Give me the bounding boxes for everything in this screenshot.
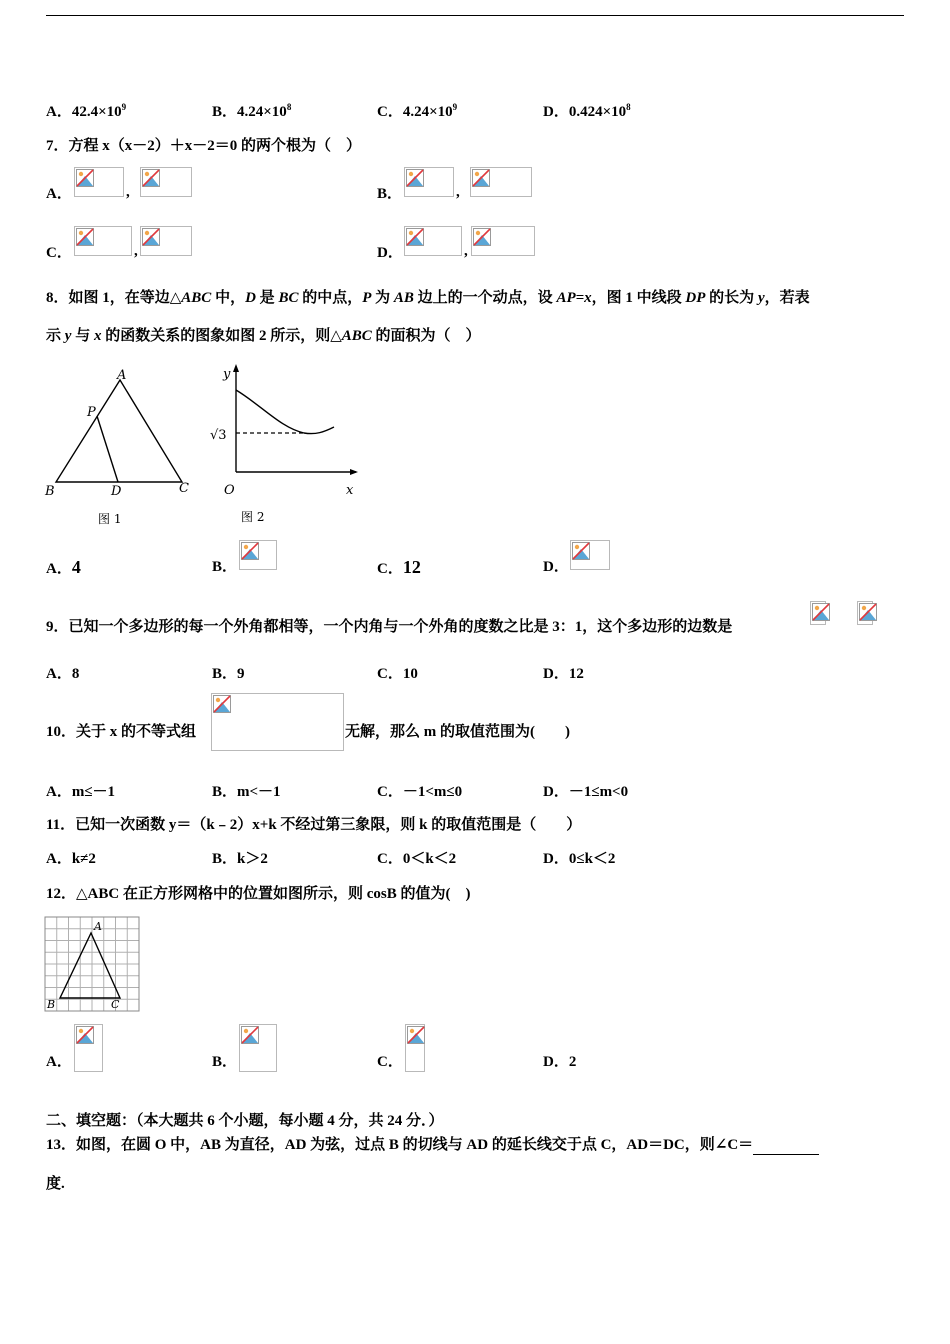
q7-option-d: D． (377, 245, 403, 261)
label-p: P (87, 405, 96, 420)
broken-image-icon (572, 542, 590, 560)
comma: , (126, 184, 130, 200)
q10-stem-pre: 10．关于 x 的不等式组 (46, 724, 197, 740)
origin-label: O (224, 483, 235, 498)
q6-option-d: D．$0.424\times 10^8$ (543, 102, 631, 120)
sqrt3-label: √3 (210, 428, 227, 443)
broken-image-icon (142, 169, 160, 187)
answer-blank (753, 1140, 819, 1155)
broken-image-icon (406, 228, 424, 246)
segment-dp (97, 416, 118, 482)
image-placeholder-icon (74, 226, 132, 256)
image-placeholder-icon (405, 1024, 425, 1072)
q9-option-b: B．9 (212, 666, 245, 682)
label-c: C (111, 998, 120, 1011)
q7-stem: 7．方程 x（x－2）＋x－2＝0 的两个根为（ ） (46, 138, 362, 154)
q13-stem-line1: 13．如图，在圆 O 中，AB 为直径，AD 为弦，过点 B 的切线与 AD 的延长线交于点 C，AD＝DC，则∠C＝ (46, 1135, 819, 1155)
section-heading: 二、填空题：（本大题共 6 个小题，每小题 4 分，共 24 分．） (46, 1113, 444, 1129)
q12-stem: 12．△ABC 在正方形网格中的位置如图所示，则 cosB 的值为( ) (46, 886, 471, 902)
y-arrow-icon (233, 364, 239, 372)
image-placeholder-icon (471, 226, 535, 256)
q12-option-d: D．2 (543, 1054, 577, 1070)
q8-option-d: D． (543, 559, 569, 575)
broken-image-icon (241, 1026, 259, 1044)
q9-option-d: D．12 (543, 666, 584, 682)
q7-option-b: B． (377, 186, 403, 202)
comma: , (464, 243, 468, 259)
image-placeholder-icon (211, 693, 344, 751)
q8-option-b: B． (212, 559, 238, 575)
q11-stem: 11．已知一次函数 y＝（k﹣2）x+k 不经过第三象限，则 k 的取值范围是（ ） (46, 817, 582, 833)
q10-option-b: B．m<－1 (212, 784, 281, 800)
q8-option-c: C．12 (377, 557, 421, 577)
broken-image-icon (76, 1026, 94, 1044)
broken-image-icon (76, 169, 94, 187)
q11-option-a: A．k≠2 (46, 851, 96, 867)
q10-option-c: C．－1<m≤0 (377, 784, 463, 800)
q10-stem-post: 无解，那么 m 的取值范围为( ) (345, 724, 570, 740)
x-arrow-icon (350, 469, 358, 475)
image-placeholder-icon (140, 226, 192, 256)
broken-image-icon (473, 228, 491, 246)
image-placeholder-icon (570, 540, 610, 570)
q12-option-b: B． (212, 1054, 238, 1070)
label-a: A (94, 920, 102, 933)
label-b: B (47, 998, 56, 1011)
q6-option-c: C．$4.24\times 10^9$ (377, 102, 458, 120)
label-d: D (111, 484, 122, 499)
q7-option-c: C． (46, 245, 72, 261)
q8-figure-2 (206, 360, 366, 530)
broken-image-icon (241, 542, 259, 560)
image-placeholder-icon (74, 1024, 103, 1072)
comma: , (134, 243, 138, 259)
image-placeholder-icon (239, 540, 277, 570)
image-placeholder-icon (239, 1024, 277, 1072)
broken-image-icon (406, 169, 424, 187)
q13-stem-line2: 度. (46, 1176, 65, 1192)
axis-label-y: y (223, 367, 231, 382)
axis-label-x: x (346, 483, 354, 498)
q8-option-a: A．4 (46, 557, 81, 577)
broken-image-icon (812, 603, 830, 621)
image-placeholder-icon (74, 167, 124, 197)
grid-lines (45, 917, 139, 1011)
broken-image-icon (76, 228, 94, 246)
q7-option-a: A． (46, 186, 72, 202)
broken-image-icon (859, 603, 877, 621)
image-placeholder-icon (404, 226, 462, 256)
q12-option-a: A． (46, 1054, 72, 1070)
q12-option-c: C． (377, 1054, 403, 1070)
label-c: C (179, 481, 189, 496)
image-placeholder-icon (140, 167, 192, 197)
broken-image-icon (213, 695, 231, 713)
q6-option-a: A．$42.4\times 10^9$ (46, 102, 127, 120)
q11-option-c: C．0＜k＜2 (377, 851, 457, 867)
image-placeholder-icon (810, 601, 826, 625)
q9-option-a: A．8 (46, 666, 80, 682)
image-placeholder-icon (404, 167, 454, 197)
image-placeholder-icon (470, 167, 532, 197)
broken-image-icon (142, 228, 160, 246)
q9-stem: 9．已知一个多边形的每一个外角都相等，一个内角与一个外角的度数之比是 3：1，这个多边形的边数是 (46, 619, 733, 635)
figure-caption: 图 1 (98, 512, 122, 526)
header-rule (46, 15, 904, 16)
q6-option-b: B．$4.24\times 10^8$ (212, 102, 292, 120)
q9-option-c: C．10 (377, 666, 418, 682)
function-curve (236, 390, 334, 434)
q12-grid-figure (44, 916, 142, 1014)
q8-figure-1 (40, 364, 200, 532)
label-a: A (117, 368, 127, 383)
q10-option-a: A．m≤－1 (46, 784, 116, 800)
broken-image-icon (407, 1026, 425, 1044)
q10-option-d: D．－1≤m<0 (543, 784, 629, 800)
broken-image-icon (472, 169, 490, 187)
q8-stem-line2: 示 y 与 x 的函数关系的图象如图 2 所示，则△ABC 的面积为（ ） (46, 328, 481, 344)
triangle-abc (56, 380, 182, 482)
label-b: B (45, 484, 55, 499)
image-placeholder-icon (857, 601, 873, 625)
comma: , (456, 184, 460, 200)
q11-option-b: B．k＞2 (212, 851, 268, 867)
q11-option-d: D．0≤k＜2 (543, 851, 616, 867)
figure-caption: 图 2 (241, 510, 265, 524)
q8-stem-line1: 8．如图 1，在等边△ABC 中，D 是 BC 的中点，P 为 AB 边上的一个动点，设 AP=x，图 1 中线段 DP 的长为 y，若表 (46, 290, 810, 306)
